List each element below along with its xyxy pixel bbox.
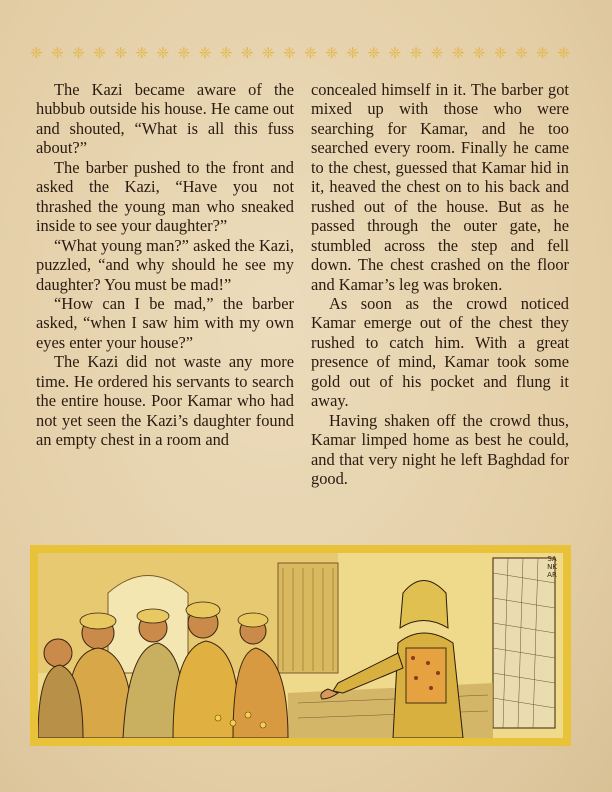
ornament-star-icon: ❈	[451, 44, 465, 62]
ornament-star-icon: ❈	[346, 44, 359, 62]
ornament-star-icon: ❈	[93, 44, 106, 62]
ornament-star-icon: ❈	[367, 44, 381, 62]
paragraph: Having shaken off the crowd thus, Kamar limped home as best he could, and that very night he left Baghdad for good.	[311, 410, 569, 489]
ornament-star-icon: ❈	[198, 44, 212, 62]
ornament-star-icon: ❈	[72, 44, 85, 62]
paragraph: As soon as the crowd noticed Kamar emerge out of the chest they rushed to catch him. With a great presence of mind, Kamar took some gold out of his pocket and flung it away.	[311, 293, 569, 411]
ornament-star-icon: ❈	[388, 44, 402, 62]
ornament-star-icon: ❈	[283, 44, 296, 62]
ornament-star-icon: ❈	[219, 44, 233, 62]
decorative-border-band	[30, 40, 570, 66]
ornament-star-icon: ❈	[240, 44, 254, 62]
story-column-left	[36, 80, 294, 450]
artist-signature: SANKAR	[547, 555, 557, 579]
paragraph: concealed himself in it. The barber got mixed up with those who were searching for Kamar, and he too searched every room. Finally he came to the chest, guessed that Kamar hid in it, heaved the chest on to his back and rushed out of the house. But as he passed through the outer gate, he stumbled across the step and fell down. The chest crashed on the floor and Kamar’s leg was broken.	[311, 80, 569, 294]
ornament-star-icon: ❈	[409, 44, 423, 62]
ornament-star-icon: ❈	[135, 44, 149, 62]
ornament-star-icon: ❈	[515, 44, 528, 62]
paragraph: “What young man?” asked the Kazi, puzzled, “and why should he see my daughter? You must be mad!”	[36, 235, 294, 294]
ornament-star-icon: ❈	[304, 44, 317, 62]
paragraph: The barber pushed to the front and asked the Kazi, “Have you not thrashed the young man who sneaked inside to see your daughter?”	[36, 157, 294, 236]
ornament-star-icon: ❈	[177, 44, 191, 62]
ornament-star-icon: ❈	[557, 44, 570, 62]
paragraph: The Kazi did not waste any more time. He ordered his servants to search the entire house. Poor Kamar who had not yet seen the Kazi’s daughter found an empty chest in a room and	[36, 352, 294, 450]
paragraph: “How can I be mad,” the barber asked, “when I saw him with my own eyes enter your house?”	[36, 293, 294, 352]
ornament-star-icon: ❈	[114, 44, 127, 62]
ornament-star-icon: ❈	[430, 44, 444, 62]
ornament-star-icon: ❈	[156, 44, 170, 62]
story-column-right	[311, 80, 569, 489]
illustration-drawing	[38, 553, 563, 738]
ornament-star-icon: ❈	[536, 44, 549, 62]
ornament-star-icon: ❈	[472, 44, 486, 62]
paragraph: The Kazi became aware of the hubbub outside his house. He came out and shouted, “What is all this fuss about?”	[36, 80, 294, 158]
ornament-star-icon: ❈	[494, 44, 507, 62]
ornament-star-icon: ❈	[51, 44, 64, 62]
ornament-star-icon: ❈	[325, 44, 338, 62]
ornament-star-icon: ❈	[30, 44, 43, 62]
story-illustration	[30, 545, 571, 746]
ornament-star-icon: ❈	[262, 44, 275, 62]
